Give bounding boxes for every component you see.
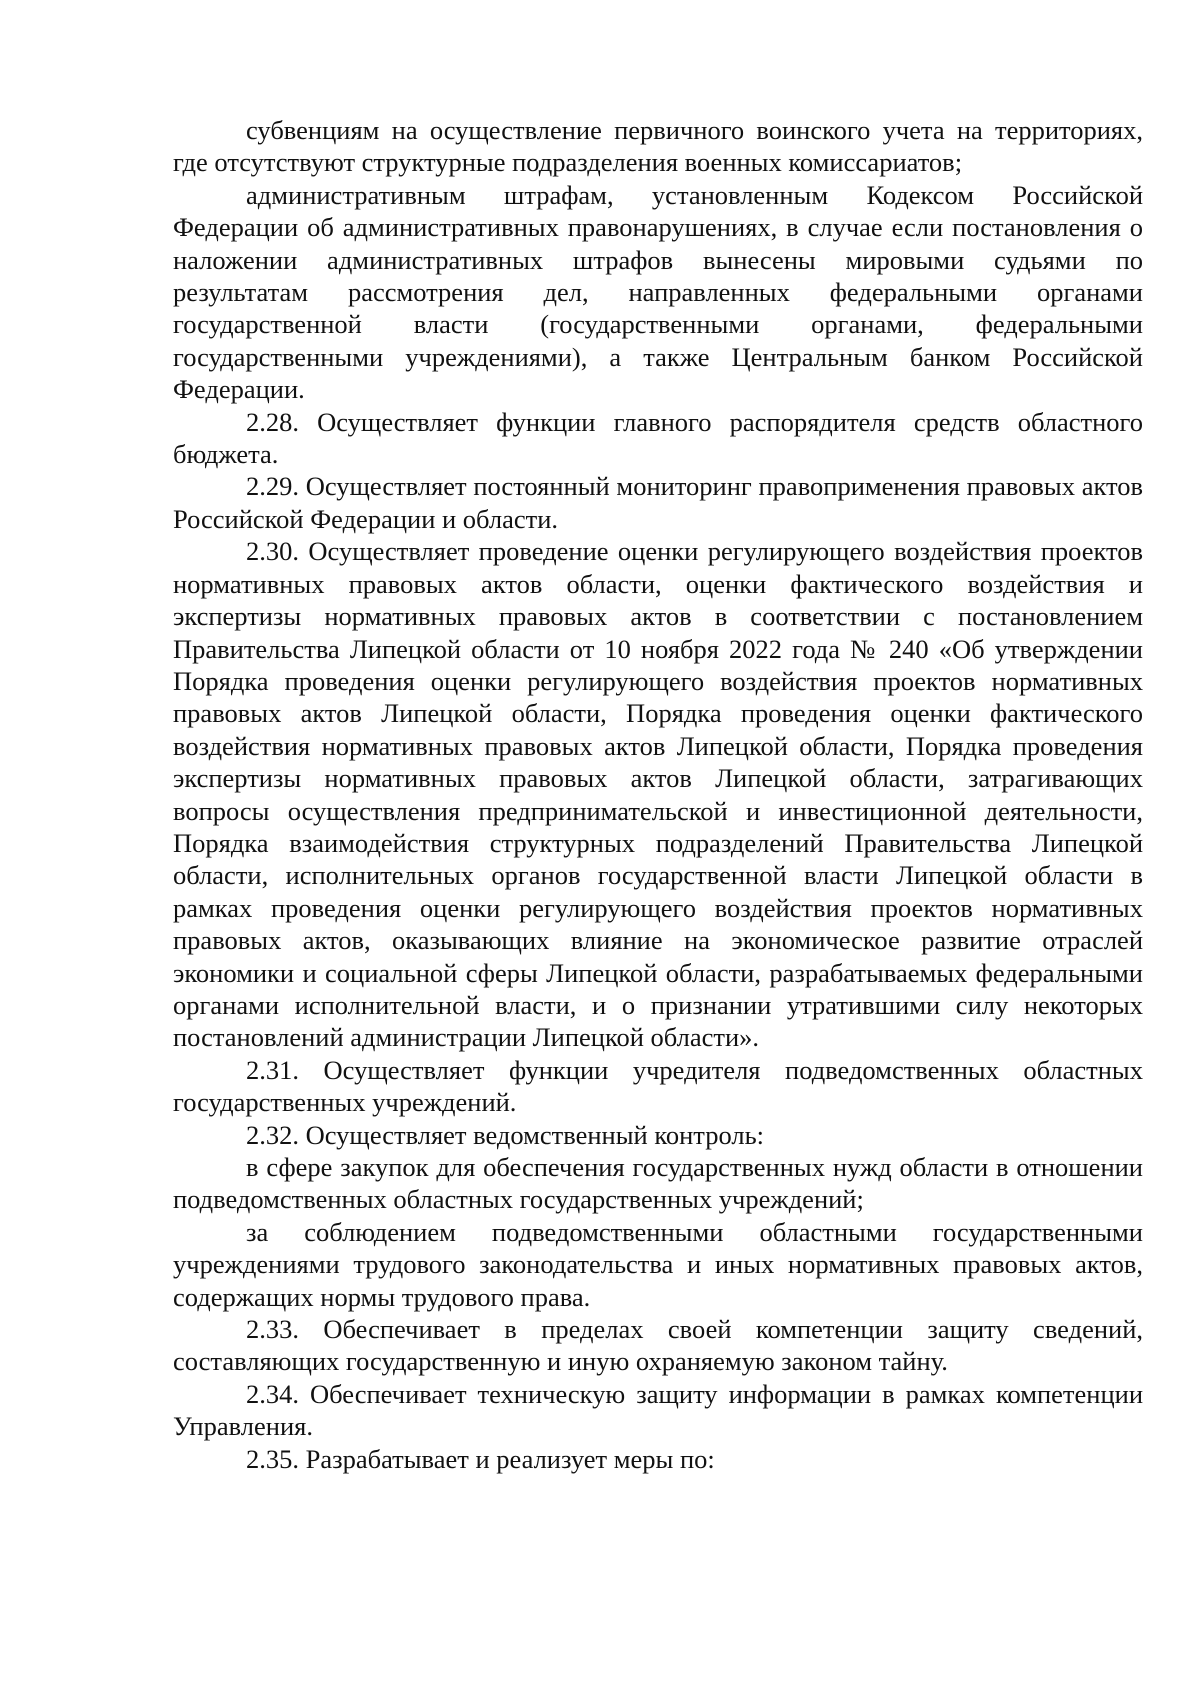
paragraph-subventions: субвенциям на осуществление первичного воинского учета на территориях, где отсутствуют структурные подразделения военных комиссариатов; [173, 115, 1143, 178]
paragraph-2-32: 2.32. Осуществляет ведомственный контроль: [246, 1119, 765, 1150]
paragraph-2-31: 2.31. Осуществляет функции учредителя подведомственных областных государственных учреждений. [173, 1054, 1143, 1118]
paragraph-administrative-fines: административным штрафам, установленным Кодексом Российской Федерации об административных правонарушениях, в случае если постановления о наложении административных штрафов вынесены мировыми судьями по результатам рассмотрения дел, направленных федеральными органами государственной власти (государственными органами, федеральными государственными учреждениями), а также Центральным банком Российской Федерации. [173, 179, 1143, 405]
paragraph-2-33: 2.33. Обеспечивает в пределах своей компетенции защиту сведений, составляющих государственную и иную охраняемую законом тайну. [173, 1314, 1143, 1377]
paragraph-2-30: 2.30. Осуществляет проведение оценки регулирующего воздействия проектов нормативных правовых актов области, оценки фактического воздействия и экспертизы нормативных правовых актов в соответствии с постановлением Правительства Липецкой области от 10 ноября 2022 года № 240 «Об утверждении Порядка проведения оценки регулирующего воздействия проектов нормативных правовых актов Липецкой области, Порядка проведения оценки фактического воздействия нормативных правовых актов Липецкой области, Порядка проведения экспертизы нормативных правовых актов Липецкой области, затрагивающих вопросы осуществления предпринимательской и инвестиционной деятельности, Порядка взаимодействия структурных подразделений Правительства Липецкой области, исполнительных органов государственной власти Липецкой области в рамках проведения оценки регулирующего воздействия проектов нормативных правовых актов, оказывающих влияние на экономическое развитие отраслей экономики и социальной сферы Липецкой области, разрабатываемых федеральными органами исполнительной власти, и о признании утратившими силу некоторых постановлений администрации Липецкой области». [173, 536, 1143, 1053]
paragraph-2-29: 2.29. Осуществляет постоянный мониторинг правоприменения правовых актов Российской Федерации и области. [173, 471, 1143, 534]
paragraph-procurement-control: в сфере закупок для обеспечения государственных нужд области в отношении подведомственных областных государственных учреждений; [173, 1152, 1143, 1215]
document-body [173, 114, 1143, 1475]
paragraph-labor-law-control: за соблюдением подведомственными областными государственными учреждениями трудового законодательства и иных нормативных правовых актов, содержащих нормы трудового права. [173, 1216, 1143, 1312]
paragraph-2-35: 2.35. Разрабатывает и реализует меры по: [246, 1443, 715, 1474]
paragraph-2-34: 2.34. Обеспечивает техническую защиту информации в рамках компетенции Управления. [173, 1378, 1143, 1442]
paragraph-2-28: 2.28. Осуществляет функции главного распорядителя средств областного бюджета. [173, 406, 1143, 470]
